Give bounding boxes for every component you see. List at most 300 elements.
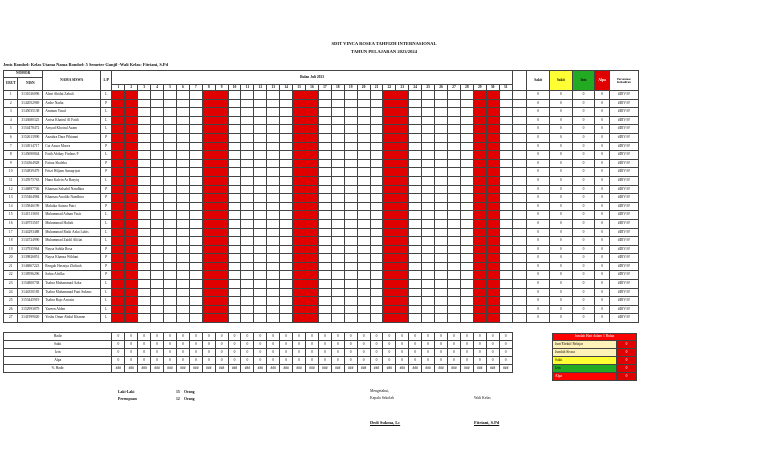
day-cell bbox=[151, 237, 164, 246]
summary-value: 0 bbox=[267, 349, 280, 357]
day-cell bbox=[486, 116, 499, 125]
summary-value: 0 bbox=[202, 333, 215, 341]
student-row bbox=[4, 219, 639, 228]
student-lp: P bbox=[101, 168, 112, 177]
day-cell bbox=[241, 185, 254, 194]
day-cell bbox=[409, 262, 422, 271]
day-cell bbox=[383, 211, 396, 220]
day-cell bbox=[176, 168, 189, 177]
spacer-cell bbox=[512, 108, 526, 117]
day-cell bbox=[151, 194, 164, 203]
day-cell bbox=[202, 237, 215, 246]
header-alpa: Alpa bbox=[595, 71, 609, 91]
day-cell bbox=[331, 254, 344, 263]
day-cell bbox=[460, 262, 473, 271]
spacer-cell bbox=[512, 133, 526, 142]
day-cell bbox=[280, 228, 293, 237]
spacer-cell bbox=[512, 168, 526, 177]
student-no: 14 bbox=[4, 202, 18, 211]
day-cell bbox=[215, 271, 228, 280]
day-cell bbox=[306, 305, 319, 314]
student-no: 10 bbox=[4, 168, 18, 177]
day-cell bbox=[189, 142, 202, 151]
day-cell bbox=[331, 159, 344, 168]
day-cell bbox=[228, 305, 241, 314]
day-cell bbox=[215, 194, 228, 203]
day-cell bbox=[357, 125, 370, 134]
day-cell bbox=[409, 305, 422, 314]
day-cell bbox=[138, 91, 151, 100]
student-name: Malaika Aaisna Putri bbox=[43, 202, 101, 211]
day-cell bbox=[215, 245, 228, 254]
legend-label: Jumlah Siswa bbox=[553, 349, 617, 357]
header-sakit-yellow: Sakit bbox=[549, 71, 572, 91]
day-cell bbox=[318, 99, 331, 108]
day-cell bbox=[473, 262, 486, 271]
day-cell bbox=[254, 168, 267, 177]
summary-value: 0 bbox=[331, 349, 344, 357]
day-cell bbox=[486, 219, 499, 228]
day-cell bbox=[473, 151, 486, 160]
sakit-count-2: 0 bbox=[549, 297, 572, 306]
summary-value: 0 bbox=[112, 349, 125, 357]
day-cell bbox=[241, 280, 254, 289]
day-cell bbox=[473, 176, 486, 185]
day-cell bbox=[189, 202, 202, 211]
summary-value: 0 bbox=[215, 349, 228, 357]
summary-row bbox=[4, 333, 639, 341]
summary-value: 0 bbox=[215, 333, 228, 341]
day-cell bbox=[344, 228, 357, 237]
day-cell bbox=[383, 202, 396, 211]
day-cell bbox=[435, 280, 448, 289]
day-cell bbox=[306, 159, 319, 168]
day-cell bbox=[396, 125, 409, 134]
summary-value: 0 bbox=[176, 341, 189, 349]
day-cell bbox=[318, 280, 331, 289]
day-cell bbox=[138, 116, 151, 125]
day-cell bbox=[447, 228, 460, 237]
summary-value: 0 bbox=[280, 349, 293, 357]
day-cell bbox=[125, 202, 138, 211]
day-cell bbox=[486, 254, 499, 263]
day-cell bbox=[318, 91, 331, 100]
day-cell bbox=[228, 125, 241, 134]
sakit-count: 0 bbox=[527, 91, 550, 100]
student-no: 18 bbox=[4, 237, 18, 246]
day-cell bbox=[396, 237, 409, 246]
student-nisn: 3143680325 bbox=[18, 116, 43, 125]
summary-value: 0 bbox=[460, 349, 473, 357]
student-lp: L bbox=[101, 237, 112, 246]
day-cell bbox=[460, 159, 473, 168]
student-no: 9 bbox=[4, 159, 18, 168]
day-cell bbox=[202, 108, 215, 117]
day-cell bbox=[293, 194, 306, 203]
student-name: Naysa Sahila Rosa bbox=[43, 245, 101, 254]
alpa-count: 0 bbox=[595, 245, 609, 254]
day-cell bbox=[202, 151, 215, 160]
day-cell bbox=[499, 228, 512, 237]
day-cell bbox=[396, 185, 409, 194]
day-cell bbox=[112, 297, 125, 306]
day-header: 3 bbox=[138, 85, 151, 91]
legend-label: Jum'Efektif Belajar bbox=[553, 341, 617, 349]
day-cell bbox=[228, 108, 241, 117]
attendance-table bbox=[3, 70, 639, 373]
sakit-count-2: 0 bbox=[549, 108, 572, 117]
day-cell bbox=[460, 211, 473, 220]
day-cell bbox=[254, 151, 267, 160]
day-header: 7 bbox=[189, 85, 202, 91]
day-cell bbox=[396, 254, 409, 263]
summary-value: 0 bbox=[499, 349, 512, 357]
legend-row bbox=[553, 341, 637, 349]
day-cell bbox=[151, 99, 164, 108]
day-cell bbox=[267, 99, 280, 108]
alpa-count: 0 bbox=[595, 211, 609, 220]
student-lp: P bbox=[101, 202, 112, 211]
day-cell bbox=[370, 116, 383, 125]
day-cell bbox=[460, 245, 473, 254]
day-cell bbox=[112, 314, 125, 323]
day-cell bbox=[151, 159, 164, 168]
student-no: 11 bbox=[4, 176, 18, 185]
day-header: 5 bbox=[164, 85, 177, 91]
day-cell bbox=[254, 219, 267, 228]
day-cell bbox=[267, 297, 280, 306]
day-cell bbox=[460, 125, 473, 134]
student-row bbox=[4, 211, 639, 220]
summary-value: 0 bbox=[383, 349, 396, 357]
header-nama: NAMA SISWA bbox=[43, 71, 101, 91]
day-cell bbox=[370, 176, 383, 185]
day-cell bbox=[460, 133, 473, 142]
summary-row bbox=[4, 341, 639, 349]
day-cell bbox=[331, 176, 344, 185]
day-cell bbox=[318, 219, 331, 228]
day-header: 26 bbox=[435, 85, 448, 91]
student-nisn: 3144293488 bbox=[18, 228, 43, 237]
day-cell bbox=[447, 219, 460, 228]
student-row bbox=[4, 271, 639, 280]
day-cell bbox=[486, 91, 499, 100]
student-no: 4 bbox=[4, 116, 18, 125]
day-cell bbox=[215, 254, 228, 263]
day-cell bbox=[318, 288, 331, 297]
day-cell bbox=[280, 194, 293, 203]
izin-count: 0 bbox=[572, 194, 595, 203]
day-cell bbox=[486, 202, 499, 211]
summary-value: 0 bbox=[473, 357, 486, 365]
day-cell bbox=[460, 99, 473, 108]
day-cell bbox=[409, 245, 422, 254]
day-cell bbox=[189, 288, 202, 297]
student-lp: L bbox=[101, 116, 112, 125]
summary-value: 0 bbox=[254, 341, 267, 349]
day-cell bbox=[202, 305, 215, 314]
day-cell bbox=[499, 314, 512, 323]
day-cell bbox=[306, 280, 319, 289]
day-cell bbox=[189, 211, 202, 220]
day-cell bbox=[473, 202, 486, 211]
attendance-percent: #DIV/0! bbox=[609, 151, 638, 160]
summary-value: 0 bbox=[189, 357, 202, 365]
day-cell bbox=[176, 245, 189, 254]
day-cell bbox=[164, 211, 177, 220]
day-cell bbox=[357, 91, 370, 100]
day-cell bbox=[422, 219, 435, 228]
day-header: 31 bbox=[499, 85, 512, 91]
day-cell bbox=[344, 91, 357, 100]
spacer-cell bbox=[512, 262, 526, 271]
summary-value: 0 bbox=[241, 333, 254, 341]
day-cell bbox=[306, 99, 319, 108]
day-cell bbox=[151, 116, 164, 125]
day-cell bbox=[241, 314, 254, 323]
summary-value: 0 bbox=[138, 341, 151, 349]
day-cell bbox=[447, 99, 460, 108]
alpa-count: 0 bbox=[595, 168, 609, 177]
sakit-count-2: 0 bbox=[549, 116, 572, 125]
day-cell bbox=[151, 108, 164, 117]
day-cell bbox=[370, 245, 383, 254]
day-cell bbox=[241, 254, 254, 263]
day-cell bbox=[486, 194, 499, 203]
day-cell bbox=[435, 99, 448, 108]
day-cell bbox=[293, 305, 306, 314]
day-cell bbox=[447, 194, 460, 203]
student-lp: P bbox=[101, 142, 112, 151]
day-cell bbox=[254, 254, 267, 263]
day-cell bbox=[447, 185, 460, 194]
day-cell bbox=[460, 108, 473, 117]
summary-value: 0 bbox=[112, 357, 125, 365]
day-cell bbox=[486, 185, 499, 194]
izin-count: 0 bbox=[572, 237, 595, 246]
summary-value: 0 bbox=[370, 357, 383, 365]
sakit-count-2: 0 bbox=[549, 133, 572, 142]
legend-label: Sakit bbox=[553, 357, 617, 365]
day-cell bbox=[112, 305, 125, 314]
day-cell bbox=[344, 125, 357, 134]
day-cell bbox=[370, 280, 383, 289]
izin-count: 0 bbox=[572, 108, 595, 117]
summary-value: 0 bbox=[241, 357, 254, 365]
summary-value: 0 bbox=[331, 357, 344, 365]
day-cell bbox=[138, 254, 151, 263]
day-cell bbox=[370, 228, 383, 237]
header-persen: Persentase Kehadiran bbox=[609, 71, 638, 91]
student-name: Arrisa Khairul Al Fatih bbox=[43, 116, 101, 125]
day-cell bbox=[306, 194, 319, 203]
izin-count: 0 bbox=[572, 254, 595, 263]
day-cell bbox=[280, 271, 293, 280]
summary-value: 0 bbox=[267, 333, 280, 341]
student-no: 20 bbox=[4, 254, 18, 263]
student-no: 22 bbox=[4, 271, 18, 280]
day-cell bbox=[293, 219, 306, 228]
day-cell bbox=[357, 211, 370, 220]
day-cell bbox=[357, 305, 370, 314]
summary-value: ### bbox=[331, 365, 344, 373]
day-cell bbox=[331, 314, 344, 323]
day-cell bbox=[344, 108, 357, 117]
attendance-percent: #DIV/0! bbox=[609, 185, 638, 194]
day-cell bbox=[176, 202, 189, 211]
day-cell bbox=[151, 297, 164, 306]
student-no: 16 bbox=[4, 219, 18, 228]
day-cell bbox=[318, 262, 331, 271]
summary-value: 0 bbox=[112, 341, 125, 349]
day-cell bbox=[396, 288, 409, 297]
summary-value: 0 bbox=[189, 333, 202, 341]
day-cell bbox=[112, 91, 125, 100]
day-cell bbox=[202, 280, 215, 289]
day-cell bbox=[486, 262, 499, 271]
alpa-count: 0 bbox=[595, 125, 609, 134]
day-cell bbox=[499, 194, 512, 203]
day-cell bbox=[280, 219, 293, 228]
day-cell bbox=[486, 288, 499, 297]
day-cell bbox=[370, 219, 383, 228]
day-cell bbox=[318, 108, 331, 117]
day-cell bbox=[499, 91, 512, 100]
day-cell bbox=[176, 297, 189, 306]
day-cell bbox=[138, 133, 151, 142]
day-cell bbox=[254, 202, 267, 211]
day-cell bbox=[267, 108, 280, 117]
student-lp: L bbox=[101, 228, 112, 237]
summary-value: 0 bbox=[189, 341, 202, 349]
day-cell bbox=[318, 125, 331, 134]
day-cell bbox=[422, 176, 435, 185]
day-cell bbox=[176, 305, 189, 314]
sakit-count-2: 0 bbox=[549, 159, 572, 168]
summary-value: 0 bbox=[473, 341, 486, 349]
summary-value: 0 bbox=[306, 333, 319, 341]
day-cell bbox=[473, 185, 486, 194]
day-cell bbox=[422, 168, 435, 177]
summary-value: 0 bbox=[151, 333, 164, 341]
day-cell bbox=[125, 245, 138, 254]
day-cell bbox=[164, 219, 177, 228]
day-cell bbox=[447, 91, 460, 100]
day-cell bbox=[318, 228, 331, 237]
day-cell bbox=[447, 142, 460, 151]
day-cell bbox=[383, 91, 396, 100]
day-cell bbox=[460, 288, 473, 297]
day-cell bbox=[499, 280, 512, 289]
day-cell bbox=[370, 108, 383, 117]
summary-value: 0 bbox=[409, 349, 422, 357]
day-cell bbox=[473, 91, 486, 100]
day-cell bbox=[202, 194, 215, 203]
day-cell bbox=[486, 142, 499, 151]
day-cell bbox=[396, 194, 409, 203]
day-cell bbox=[215, 116, 228, 125]
day-cell bbox=[383, 99, 396, 108]
izin-count: 0 bbox=[572, 219, 595, 228]
day-cell bbox=[473, 297, 486, 306]
day-cell bbox=[447, 176, 460, 185]
izin-count: 0 bbox=[572, 151, 595, 160]
day-cell bbox=[254, 297, 267, 306]
day-cell bbox=[383, 159, 396, 168]
day-cell bbox=[344, 288, 357, 297]
student-row bbox=[4, 176, 639, 185]
day-cell bbox=[293, 228, 306, 237]
day-cell bbox=[151, 305, 164, 314]
summary-label: % Hadir bbox=[4, 365, 112, 373]
student-row bbox=[4, 108, 639, 117]
day-cell bbox=[151, 245, 164, 254]
day-cell bbox=[280, 211, 293, 220]
day-cell bbox=[409, 116, 422, 125]
day-cell bbox=[241, 297, 254, 306]
legend-row bbox=[553, 357, 637, 365]
spacer-cell bbox=[512, 116, 526, 125]
sakit-count-2: 0 bbox=[549, 176, 572, 185]
day-cell bbox=[370, 159, 383, 168]
attendance-percent: #DIV/0! bbox=[609, 228, 638, 237]
day-cell bbox=[499, 185, 512, 194]
day-cell bbox=[176, 185, 189, 194]
day-cell bbox=[357, 228, 370, 237]
day-cell bbox=[215, 142, 228, 151]
sakit-count: 0 bbox=[527, 211, 550, 220]
day-cell bbox=[138, 125, 151, 134]
day-cell bbox=[176, 176, 189, 185]
day-cell bbox=[215, 151, 228, 160]
day-cell bbox=[228, 228, 241, 237]
day-cell bbox=[267, 142, 280, 151]
day-cell bbox=[409, 288, 422, 297]
summary-value: 0 bbox=[254, 357, 267, 365]
spacer-cell bbox=[512, 314, 526, 323]
student-nisn: 3141513691 bbox=[18, 211, 43, 220]
day-cell bbox=[112, 176, 125, 185]
day-cell bbox=[357, 262, 370, 271]
sakit-count: 0 bbox=[527, 254, 550, 263]
day-cell bbox=[164, 297, 177, 306]
day-cell bbox=[164, 91, 177, 100]
day-cell bbox=[189, 280, 202, 289]
legend-value: 0 bbox=[617, 349, 637, 357]
sakit-count-2: 0 bbox=[549, 305, 572, 314]
day-cell bbox=[138, 108, 151, 117]
day-cell bbox=[306, 245, 319, 254]
day-cell bbox=[189, 254, 202, 263]
student-name: Yoshu Omar Abdul Khanne bbox=[43, 314, 101, 323]
day-cell bbox=[215, 108, 228, 117]
spacer-cell bbox=[512, 271, 526, 280]
day-cell bbox=[435, 219, 448, 228]
day-cell bbox=[293, 245, 306, 254]
day-cell bbox=[215, 91, 228, 100]
sakit-count-2: 0 bbox=[549, 280, 572, 289]
day-cell bbox=[473, 142, 486, 151]
summary-value: 0 bbox=[164, 341, 177, 349]
day-cell bbox=[176, 125, 189, 134]
day-cell bbox=[280, 168, 293, 177]
summary-value: 0 bbox=[422, 333, 435, 341]
student-name: Tsabra Muhammad Azka bbox=[43, 280, 101, 289]
header-nomor: NOMOR bbox=[4, 71, 43, 78]
day-cell bbox=[215, 202, 228, 211]
day-cell bbox=[164, 185, 177, 194]
day-cell bbox=[460, 237, 473, 246]
